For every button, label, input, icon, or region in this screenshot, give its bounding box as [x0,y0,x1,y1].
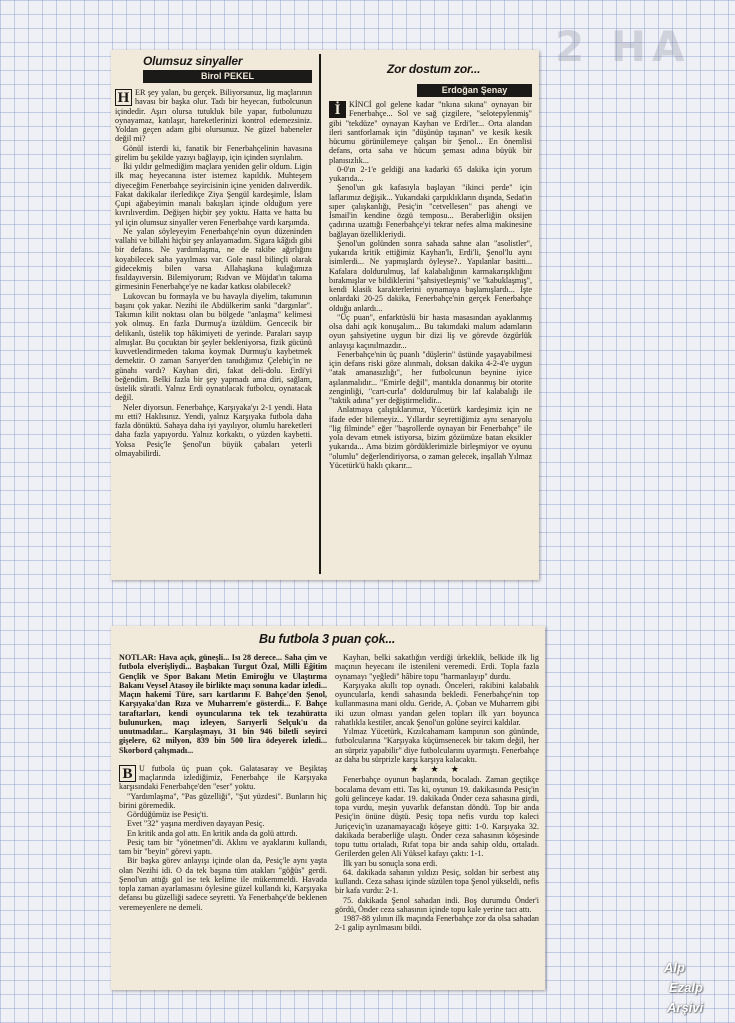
match-notes: NOTLAR: Hava açık, güneşli... Isı 28 derece... Saha çim ve futbola elverişliydi... Başbakan Turgut Özal, Milli Eğitim Gençlik ve Spor Bakanı Metin Emiroğlu ve Ulaştırma Bakanı Veysel Atasoy ile birlikte maçı sonuna kadar izledi... Maçın hakemi Türe, sarı kartlarını F. Bahçe'den Şenol, Karşıyaka'dan Rıza ve Muharrem'e gösterdi... F. Bahçe taraftarları, kendi oyuncularına tek tek tezahüratta bulunurken, maçı izleyen, Sarıyerli Selçuk'u da unutmadılar... Karşılaşmayı, 31 bin 946 biletli seyirci gişelere, 62 milyon, 839 bin 500 lira ödeyerek izledi... Skorbord çalışmadı... [119,653,327,755]
article-left-body [115,88,312,458]
article-left-headline: Olumsuz sinyaller [143,54,243,68]
article-left-byline: Birol PEKEL [143,70,312,83]
dropcap-h: H [115,89,132,106]
paragraph: 1987-88 yılının ilk maçında Fenerbahçe zor da olsa sahadan 2-1 galip ayrılmasını bildi. [335,914,539,933]
watermark-line: Alp [664,960,685,975]
article-bottom-left [119,653,327,990]
column-divider [319,54,321,574]
paragraph: Pesiç tam bir "yönetmen"di. Aklını ve ayaklarını kullandı, tam bir "beyin" görevi yaptı. [119,837,327,856]
paragraph: ER şey yalan, bu gerçek. Biliyorsunuz, lig maçlarının havası bir başka olur. Tadı bir heyecan, futbolcunun içindedir. Aşırı olursa tutukluk bile yapar, futbolunuzu oynayamaz, katılaşır, hareketlerinizi kontrol edemezsiniz. Yoldan geçen adam gibi olursunuz. Ne güzel babeneler değil mi? [115,88,312,144]
paragraph: İki yıldır gelmediğim maçlara yeniden gelir oldum. Ligin ilk maç heyecanına ister istemez kapıldık. Muhteşem diyeceğim Fenerbahçe seyircisinin içine yeniden dalıverdik. Fakat dakikalar ilerledikçe Ziya Şengül kardeşimle, İslam Çupi ağabeyimin manalı bakışları içinde olduğum yere kıvrılıverdim. Değişen hiçbir şey yoktu. Hatta ve hatta bu yıl için olumsuz sinyaller veren Fenerbahçe vardı karşımda. [115,162,312,227]
paragraph: 64. dakikada sahanın yıldızı Pesiç, soldan bir serbest atış kullandı. Ceza sahası içinde süzülen topa Şenol yükseldi, nefis bir kafa vurdu: 2-1. [335,867,539,896]
paragraph: 0-0'ın 2-1'e geldiği ana kadarki 65 dakika için yorum yukarıda... [329,164,532,183]
paragraph: Lukovcan bu formayla ve bu havayla diyelim, takımının başını çok yakar. Nezihi ile Abdülkerim sanki "dargınlar". Takımın kilit noktası olan bu bölgede "anlaşma" kelimesi yok olmuş. En fazla Durmuş'a üzüldüm. Gencecik bir delikanlı, üstelik top hâkimiyeti de yerinde. Paraları sayıp almışlar. Bu çocuktan bir şeyler bekleniyorsa, fizik gücünü kuvvetlendirmeden takıma koymak Durmuş'u kaybetmek demektir. O zaman Sarıyer'den tanıdığımız Çelebiç'in ne günahı vardı? Kayhan diri, fakat deli-dolu. Erdi'yi beğendim. Belki fazla bir şey yapmadı ama diri, sağlam, üstelik süratli. Yalnız Erdi oynatılacak futbolcu, oynatacak değil. [115,291,312,403]
paragraph: "Üç puan", enfarktüslü bir hasta masasından ayaklanmış olsa dahi açık konuşalım... Bu takımdaki malum adamların oyun şahsiyetine uygun bir dizi liş ve görevde özgürlük anlayışı kaçınılmazdır... [329,312,532,350]
paragraph: 75. dakikada Şenol sahadan indi. Boş durumdu Önder'i gördü, Önder ceza sahasının içinde topu kale yerine tacı attı. [335,895,539,914]
paragraph: Gönül isterdi ki, fanatik bir Fenerbahçelinin havasına girelim bu şekilde yazıyı bağlayıp, için içinden sıyrılalım. [115,143,312,162]
dropcap-b: B [119,765,136,782]
paragraph: İlk yarı bu sonuçla sona erdi. [343,858,438,868]
watermark-line: Arşivi [667,1000,704,1015]
article-right-byline: Erdoğan Şenay [417,84,532,97]
handwritten-note: 2 HA [555,22,691,71]
paragraph: Anlatmaya çalıştıklarımız, Yücetürk kardeşimiz için ne ifade eder bilemeyiz... Yıllardır seyrettiğimiz aynı senaryolu "lig filminde" eğer "başrollerde oynayan bir Fenerbahçe" ile yola devam etmek istiyorsa, bizim gözümüze batan eksikler yukarıda... Ama bizim gördüklerimizle birleşmiyor ve oyunu "olumlu" değerlendiriyorsa, o zaman gelecek, inşallah Yılmaz Yücetürk'ü haklı çıkarır... [329,405,532,470]
paragraph: Fenerbahçe oyunun başlarında, bocaladı. Zaman geçtikçe bocalama devam etti. Tas ki, oyunun 19. dakikasında Pesiç'in golü gelinceye kadar. 19. dakikada Önder ceza sahasına girdi, topa vurdu, meşin yuvarlık defanstan döndü. Top bir anda Pesiç'in önüne düştü. Pesiç topa nefis vurdu top kaleci Juriçeviç'in uzanamayacağı köşeye gitti: 1-0. Karşıyaka 32. dakikada beraberliğe ulaştı. Önder ceza sahasının köşesinde topu tuttu ortaladı, Rıfat topa bir anda sahip oldu, ortaladı. Gerilerden gelen Ali Yüksel kafayı çaktı: 1-1. [335,775,539,859]
paragraph: Neler diyorsun. Fenerbahçe, Karşıyaka'yı 2-1 yendi. Hata mı etti? Haklısınız. Yendi, yalnız Karşıyaka futbola daha fazla dönüktü. Sahaya daha iyi yayılıyor, olumlu hareketleri daha fazla yapıyordu. Yalnız korkaktı, o yüzden kaybetti. Yoksa Pesiç'le Şenol'un büyük çabaları yeterli olmayabilirdi. [115,402,312,458]
paragraph: Şenol'un golünden sonra sahada sahne alan "asolistler", yukarıda kritik ettiğimiz Kayhan'lı, Erdi'li, Şenol'lu aynı isimlerdi... Ne yapmışlardı öyleyse?.. Yapılanlar basitti... Kafalara doldurulmuş, laf kalabalığının karmakarışıklığını bırakmışlar ve bildiklerini "şahsiyetleşmiş" ve "kabuklaşmış", kendi klasik karakterlerini oynamaya başlamışlardı... İşte onlardaki 20-25 dakika, Fenerbahçe'nin gerçek Fenerbahçe olduğu anlardı... [329,238,532,313]
paragraph: Şenol'un gık kafasıyla başlayan "ikinci perde" için laflarımız değişik... Yukarıdaki çarpıklıkların dışında, Sedat'ın sıper çalışkanlığı, Pesiç'in "cetvellesen" pas ahengi ve İsmail'in kendine özgü temposu... Beraberliğin oksijen çadırına uzattığı Fenerbahçe'yi tekrar nefes alma makinesine bağlayan özellikleriydi. [329,183,532,239]
paragraph: Bir başka görev anlayışı içinde olan da, Pesiç'le aynı yaşta olan Nezihi idi. O da tek başına tüm atakları "göğüs" gerdi. Şenol'un attığı gol ise tek kelime ile mükemmeldi. Havada topla zaman ayarlamasını öylesine güzel kullandı ki, Karşıyaka defansı bu güzelliği sadece seyretti. Ya Fenerbahçe'de beklenen veremeyenlere ne demeli. [119,856,327,912]
paragraph: "Yardımlaşma", "Pas güzelliği", "Şut yüzdesi". Bunların hiç birini göremedik. [119,791,327,810]
paragraph: Gördüğümüz ise Pesiç'ti. [127,810,209,819]
paragraph: En kritik anda gol attı. En kritik anda da golü attırdı. [127,828,298,838]
watermark-line: Ezalp [669,980,703,995]
article-bottom-right-body [335,653,539,933]
paragraph: KİNCİ gol gelene kadar "tıkına sıkına" oynayan bir Fenerbahçe... Sol ve sağ çizgilere, "selotepylenmiş" gibi "tekdüze" oynayan Kayhan ve Erdi'ler... Orta alandan ileri santforlamak için "düşünüp taşınan" ve kesik kesik hücumu görünülemeye çalışan bir Şenol... En önemlisi defans, orta saha ve hücum şeması adına büyük bir planısızlık... [329,100,532,165]
article-left [115,54,312,580]
clipping-bottom [111,626,545,990]
paragraph: Evet "32" yaşına merdiven dayayan Pesiç. [127,819,265,829]
section-stars: ★ ★ ★ [410,764,464,774]
article-bottom-left-body [119,764,327,912]
paragraph: Ne yalan söyleyeyim Fenerbahçe'nin oyun düzeninden vallahi ve billahi hiçbir şey anlayamadım. Sigara kâğıdı gibi bir defans. Ne yardımlaşma, ne de rakibe ağırlığını koyabilecek saha yayılması var. Gole nasıl bilinçli olarak gidecekmiş bilen varsa Allahaşkına kulağımıza fısıldayıversin. Bilemiyorum; Rıdvan ve Müjdat'ın takıma girmesinin Fenerbahçe'ye ne kadar katkısı olabilecek? [115,226,312,292]
article-right-body [329,100,532,470]
article-right [329,62,532,580]
paragraph: U futbola üç puan çok. Galatasaray ve Beşiktaş maçlarında izlediğimiz, Fenerbahçe ile Karşıyaka karşısındaki Fenerbahçe'den "eser" yoktu. [119,763,327,792]
paragraph: Yılmaz Yücetürk, Kızılcahamam kampının son gününde, futbolcularına "Karşıyaka küçümsenecek bir takım değil, her an sürpriz yapabilir" diye futbolcularını uyarmıştı. Fenerbahçe az daha bu sürprizle karşı karşıya kalacaktı. [335,727,539,764]
clipping-top [111,50,539,580]
archive-watermark [664,958,726,1018]
dropcap-i: İ [329,101,346,118]
article-right-headline: Zor dostum zor... [387,62,481,76]
paragraph: Kayhan, belki sakatlığın verdiği ürkeklik, belkide ilk lig maçının heyecanı ile istenileni veremedi. Erdi. Topla fazla oynamayı "yeğledi" hâbire topu "harmanlayıp" durdu. [335,653,539,681]
paragraph: Fenerbahçe'nin üç puanlı "düşlerin" üstünde yaşayabilmesi için defans riski göze alınmalı, doksan dakika 4-2-4'e uygun "atak amanasızlığı", her futbolcunun beynine iyice aşılanmalıdır... "Emirle değil", mantıkla donanmış bir otorite zenginliği, "cart-curla" doldurulmuş bir laf kalabalığı ile "taktik adına" yer değiştirmelidir... [329,349,532,405]
article-bottom-headline: Bu futbola 3 puan çok... [259,632,396,646]
article-bottom-right [335,653,539,990]
paragraph: Karşıyaka akıllı top oynadı. Önceleri, rakibini kalabalık oyuncularla, kendi sahasında bekledi. Fenerbahçe'nin top kullanmasına mani oldu. Geride, A. Çoban ve Muharrem gibi iki uzun olması yandan gelen topları ilk yarı boyunca rahatlıkla kestiler, ancak Şenol'un golüne seyirci kaldılar. [335,680,539,727]
